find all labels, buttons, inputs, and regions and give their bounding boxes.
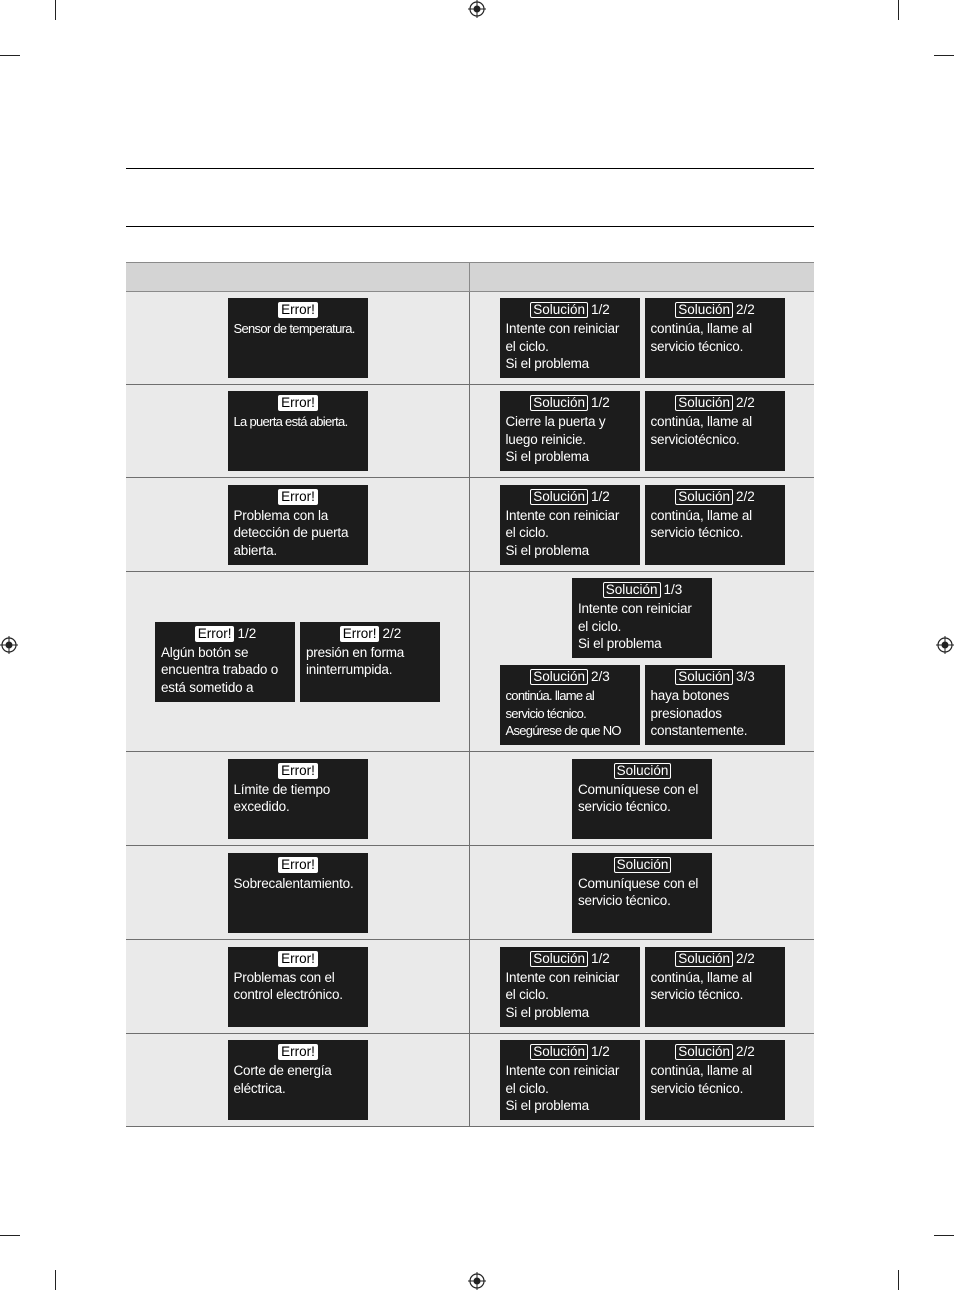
solution-display	[572, 853, 712, 933]
error-tag: Error!	[278, 489, 318, 505]
table-row	[126, 846, 814, 940]
error-cell	[126, 572, 470, 751]
error-tag: Error!	[278, 302, 318, 318]
solution-cell	[470, 1034, 814, 1126]
solution-message: Cierre la puerta y luego reinicie. Si el problema	[505, 414, 606, 464]
solution-display	[500, 391, 640, 471]
error-cell	[126, 940, 470, 1033]
solution-message: Intente con reiniciar el ciclo. Si el problema	[505, 1063, 620, 1113]
solution-tag: Solución	[530, 669, 588, 685]
error-display	[228, 853, 368, 933]
title-rule-bottom	[126, 226, 814, 227]
header-solution-column	[470, 263, 814, 291]
crop-mark	[55, 0, 56, 20]
error-message: Problemas con el control electrónico.	[233, 969, 343, 1002]
title-rule-top	[126, 168, 814, 169]
error-cell	[126, 292, 470, 384]
error-tag: Error!	[340, 626, 380, 642]
crop-mark	[934, 1235, 954, 1236]
error-tag: Error!	[278, 951, 318, 967]
solution-display	[645, 485, 785, 565]
error-display	[228, 759, 368, 839]
registration-mark-icon	[468, 1272, 486, 1290]
solution-display	[500, 947, 640, 1027]
solution-display	[645, 665, 785, 745]
solution-display	[500, 665, 640, 745]
solution-tag: Solución	[530, 951, 588, 967]
solution-tag: Solución	[530, 1044, 588, 1060]
table-row	[126, 478, 814, 572]
error-tag: Error!	[195, 626, 235, 642]
table-row	[126, 572, 814, 752]
solution-cell	[470, 292, 814, 384]
page-indicator: 3/3	[736, 669, 755, 684]
error-tag: Error!	[278, 857, 318, 873]
crop-mark	[55, 1270, 56, 1290]
error-cell	[126, 846, 470, 939]
solution-tag: Solución	[675, 951, 733, 967]
solution-tag: Solución	[614, 763, 672, 779]
page-indicator: 1/2	[591, 950, 610, 966]
solution-display	[645, 298, 785, 378]
solution-message: Intente con reiniciar el ciclo. Si el problema	[505, 969, 620, 1020]
page-indicator: 2/2	[736, 395, 755, 410]
error-tag: Error!	[278, 395, 318, 411]
page-indicator: 1/2	[237, 625, 257, 641]
crop-mark	[898, 0, 899, 20]
solution-message: Intente con reiniciar el ciclo. Si el problema	[505, 321, 620, 371]
solution-cell	[470, 752, 814, 845]
solution-cell	[470, 385, 814, 477]
solution-tag: Solución	[530, 395, 588, 411]
solution-message: continúa, llame al servicio técnico.	[650, 969, 752, 1002]
solution-tag: Solución	[675, 395, 733, 411]
page-indicator: 1/2	[591, 488, 610, 504]
crop-mark	[934, 55, 954, 56]
page-indicator: 1/3	[663, 582, 683, 597]
error-message: La puerta está abierta.	[233, 414, 348, 429]
crop-mark	[0, 55, 20, 56]
solution-message: continúa, llame al serviciotécnico.	[650, 414, 752, 447]
error-display	[228, 1040, 368, 1120]
solution-display	[500, 298, 640, 378]
error-display	[300, 622, 440, 702]
error-message: Sensor de temperatura.	[233, 321, 355, 336]
solution-tag: Solución	[675, 302, 733, 318]
solution-message: Comuníquese con el servicio técnico.	[578, 875, 699, 908]
error-display	[228, 485, 368, 565]
solution-message: Intente con reiniciar el ciclo. Si el problema	[578, 601, 692, 651]
solution-message: continúa. llame al servicio técnico. Asegúrese de que NO	[505, 688, 621, 738]
solution-message: Comuníquese con el servicio técnico.	[578, 781, 699, 814]
solution-cell	[470, 940, 814, 1033]
solution-message: Intente con reiniciar el ciclo. Si el problema	[505, 507, 620, 558]
error-message: Corte de energía eléctrica.	[233, 1063, 332, 1096]
table-row	[126, 385, 814, 478]
registration-mark-icon	[0, 636, 18, 654]
solution-display	[500, 485, 640, 565]
solution-cell	[470, 572, 814, 751]
page-indicator: 1/2	[591, 395, 610, 410]
table-row	[126, 1034, 814, 1127]
solution-pair	[500, 665, 785, 745]
solution-message: continúa, llame al servicio técnico.	[650, 321, 752, 354]
error-message: Algún botón se encuentra trabado o está sometido a	[161, 644, 279, 695]
solution-display	[645, 947, 785, 1027]
page-indicator: 2/2	[736, 488, 755, 504]
error-code-table	[126, 262, 814, 1127]
crop-mark	[0, 1235, 20, 1236]
registration-mark-icon	[468, 0, 486, 18]
error-display	[228, 947, 368, 1027]
error-message: presión en forma ininterrumpida.	[306, 644, 405, 677]
crop-mark	[898, 1270, 899, 1290]
solution-message: continúa, llame al servicio técnico.	[650, 507, 752, 540]
solution-tag: Solución	[675, 669, 733, 685]
header-error-column	[126, 263, 470, 291]
solution-message: haya botones presionados constantemente.	[650, 688, 748, 738]
solution-message: continúa, llame al servicio técnico.	[650, 1063, 752, 1096]
table-row	[126, 752, 814, 846]
solution-display	[572, 759, 712, 839]
page-indicator: 1/2	[591, 302, 610, 317]
page-indicator: 2/2	[736, 1044, 755, 1059]
error-display	[228, 298, 368, 378]
table-header	[126, 262, 814, 292]
error-display	[228, 391, 368, 471]
table-row	[126, 292, 814, 385]
solution-tag: Solución	[603, 582, 661, 598]
solution-display	[645, 1040, 785, 1120]
page-indicator: 2/3	[591, 669, 610, 684]
error-message: Problema con la detección de puerta abierta.	[233, 507, 349, 558]
page-indicator: 2/2	[382, 625, 402, 641]
solution-tag: Solución	[530, 489, 588, 505]
solution-tag: Solución	[614, 857, 672, 873]
error-cell	[126, 478, 470, 571]
solution-display	[500, 1040, 640, 1120]
solution-tag: Solución	[675, 489, 733, 505]
page-indicator: 2/2	[736, 302, 755, 317]
page-indicator: 2/2	[736, 950, 755, 966]
table-row	[126, 940, 814, 1034]
page-indicator: 1/2	[591, 1044, 610, 1059]
error-message: Sobrecalentamiento.	[233, 875, 354, 891]
error-cell	[126, 752, 470, 845]
solution-cell	[470, 478, 814, 571]
error-tag: Error!	[278, 763, 318, 779]
registration-mark-icon	[936, 636, 954, 654]
error-cell	[126, 385, 470, 477]
solution-display	[645, 391, 785, 471]
error-display	[155, 622, 295, 702]
error-cell	[126, 1034, 470, 1126]
solution-tag: Solución	[675, 1044, 733, 1060]
error-message: Límite de tiempo excedido.	[233, 781, 331, 814]
solution-display	[572, 578, 712, 658]
solution-cell	[470, 846, 814, 939]
error-tag: Error!	[278, 1044, 318, 1060]
solution-tag: Solución	[530, 302, 588, 318]
